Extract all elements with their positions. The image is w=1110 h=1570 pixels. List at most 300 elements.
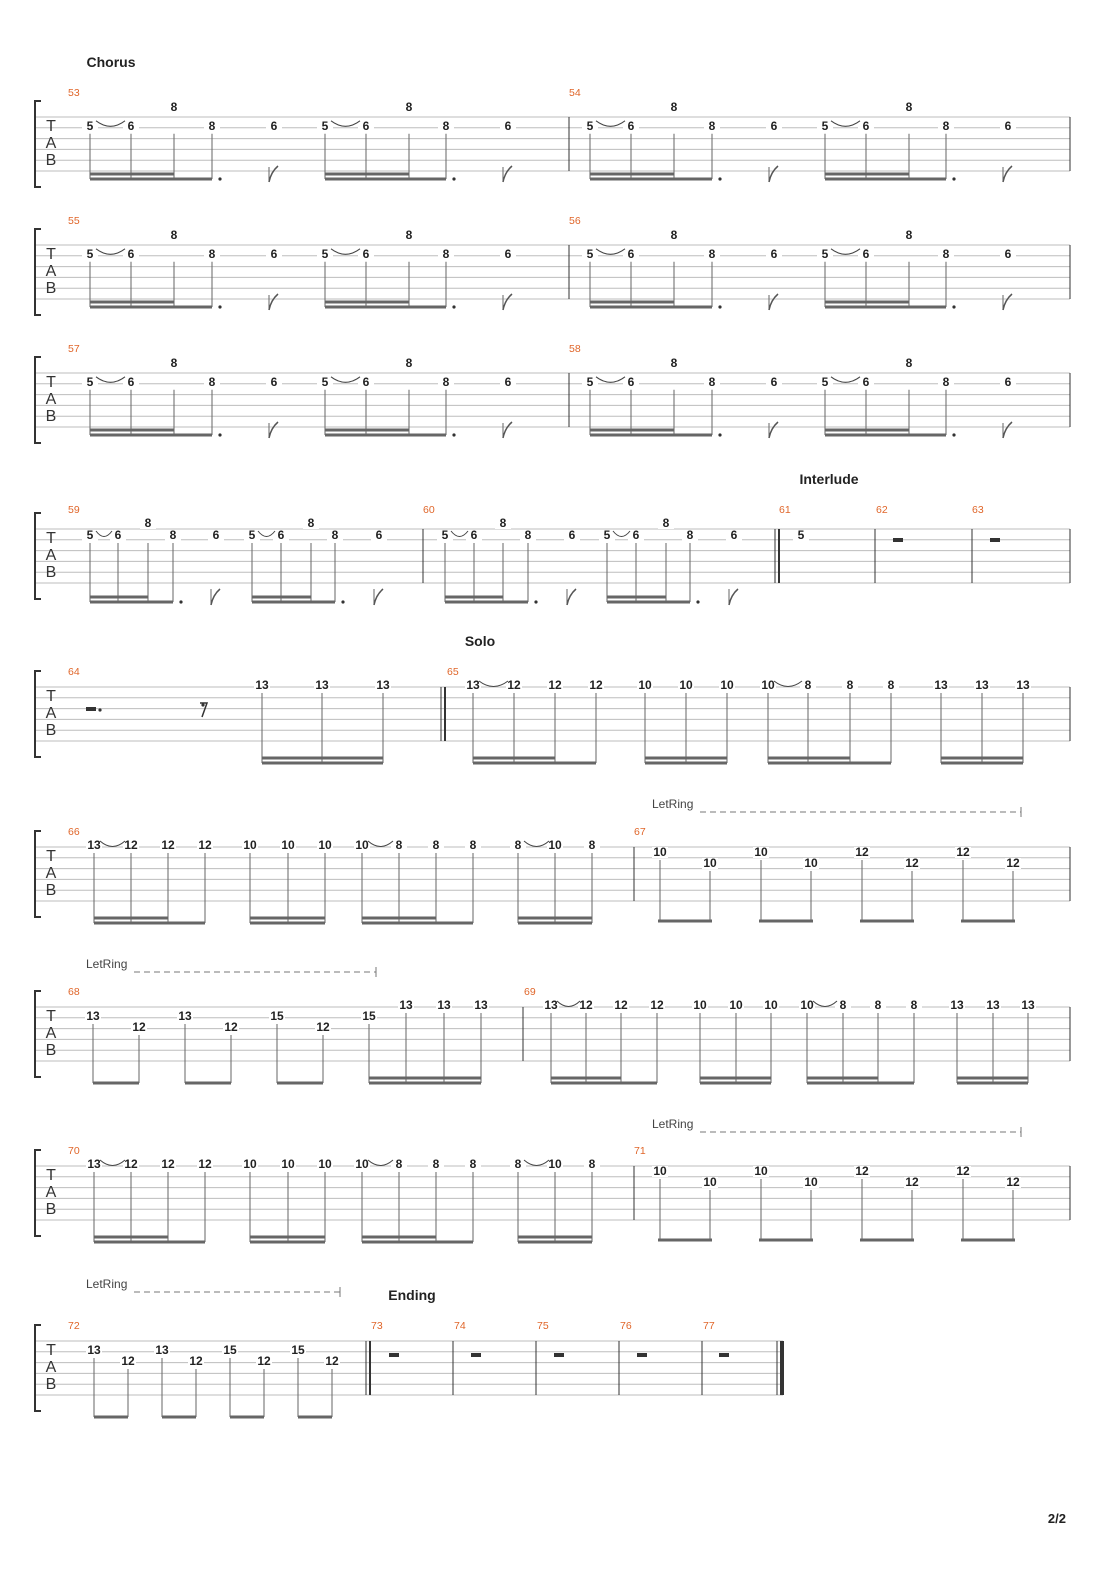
fret-number: 8	[395, 1157, 403, 1171]
fret-number: 10	[693, 998, 707, 1012]
fret-number: 13	[474, 998, 488, 1012]
tab-label-b: B	[45, 152, 57, 169]
fret-number: 6	[504, 246, 512, 261]
fret-number: 6	[862, 374, 870, 389]
slur	[831, 249, 860, 254]
tab-label-b: B	[45, 280, 57, 297]
fret-number: 13	[399, 998, 413, 1012]
fret-number: 12	[316, 1020, 330, 1034]
tab-label-t: T	[46, 848, 56, 865]
tab-label-b: B	[45, 882, 57, 899]
fret-number: 8	[469, 838, 477, 852]
tab-label-a: A	[45, 263, 57, 280]
fret-number: 12	[198, 1157, 212, 1171]
tab-label-a: A	[45, 135, 57, 152]
slur	[258, 531, 275, 537]
note-flag	[1003, 422, 1012, 438]
fret-number: 13	[178, 1009, 192, 1023]
fret-number: 8	[208, 246, 216, 261]
fret-number: 6	[568, 528, 576, 542]
augmentation-dot	[452, 177, 455, 180]
slur	[96, 121, 125, 127]
fret-number: 8	[170, 228, 178, 242]
slur	[479, 681, 508, 687]
fret-number: 10	[679, 678, 693, 692]
tab-system	[35, 957, 1070, 1083]
tab-label-a: A	[45, 865, 57, 882]
fret-number: 8	[670, 100, 678, 114]
tab-label-a: A	[45, 391, 57, 408]
fret-number: 8	[942, 374, 950, 389]
let-ring-label: LetRing	[86, 1277, 128, 1291]
note-flag	[211, 589, 220, 605]
fret-number: 6	[270, 246, 278, 261]
fret-number: 6	[627, 118, 635, 133]
system-bracket	[35, 1325, 41, 1411]
augmentation-dot	[201, 703, 204, 706]
fret-number: 8	[588, 1157, 596, 1171]
fret-number: 8	[469, 1157, 477, 1171]
fret-number: 12	[1006, 856, 1020, 870]
augmentation-dot	[952, 305, 955, 308]
fret-number: 13	[1016, 678, 1030, 692]
augmentation-dot	[452, 433, 455, 436]
fret-number: 6	[375, 528, 383, 542]
fret-number: 5	[797, 528, 805, 542]
fret-number: 12	[905, 1175, 919, 1189]
fret-number: 8	[804, 678, 812, 692]
augmentation-dot	[218, 177, 221, 180]
note-flag	[374, 589, 383, 605]
measure-number: 69	[524, 986, 536, 998]
slur	[596, 121, 625, 127]
fret-number: 10	[638, 678, 652, 692]
tab-label-a: A	[45, 705, 57, 722]
fret-number: 10	[804, 1175, 818, 1189]
fret-number: 6	[770, 118, 778, 133]
slur	[331, 377, 360, 383]
fret-number: 12	[956, 1164, 970, 1178]
fret-number: 6	[362, 374, 370, 389]
slur	[331, 249, 360, 254]
fret-number: 6	[470, 528, 478, 542]
note-flag	[1003, 166, 1012, 182]
fret-number: 8	[499, 516, 507, 530]
fret-number: 8	[839, 998, 847, 1012]
measure-number: 59	[68, 504, 80, 516]
fret-number: 10	[729, 998, 743, 1012]
fret-number: 13	[87, 838, 101, 852]
fret-number: 10	[720, 678, 734, 692]
fret-number: 6	[127, 246, 135, 261]
fret-number: 5	[821, 118, 829, 133]
fret-number: 8	[874, 998, 882, 1012]
augmentation-dot	[341, 600, 344, 603]
measure-number: 54	[569, 87, 581, 99]
slur	[368, 1160, 393, 1166]
fret-number: 5	[586, 374, 594, 389]
augmentation-dot	[179, 600, 182, 603]
fret-number: 12	[161, 1157, 175, 1171]
measure-number: 58	[569, 343, 581, 355]
fret-number: 6	[504, 118, 512, 133]
fret-number: 15	[291, 1343, 305, 1357]
fret-number: 8	[905, 228, 913, 242]
fret-number: 6	[1004, 118, 1012, 133]
measure-number: 66	[68, 826, 80, 838]
fret-number: 12	[614, 998, 628, 1012]
fret-number: 13	[934, 678, 948, 692]
fret-number: 8	[686, 528, 694, 542]
fret-number: 8	[331, 528, 339, 542]
slur	[96, 377, 125, 383]
fret-number: 10	[281, 838, 295, 852]
tab-system	[35, 504, 1070, 605]
fret-number: 6	[862, 246, 870, 261]
augmentation-dot	[952, 433, 955, 436]
augmentation-dot	[718, 177, 721, 180]
fret-number: 12	[855, 1164, 869, 1178]
system-bracket	[35, 513, 41, 599]
fret-number: 12	[325, 1354, 339, 1368]
slur	[96, 249, 125, 254]
measure-number: 55	[68, 215, 80, 227]
fret-number: 13	[466, 678, 480, 692]
fret-number: 13	[544, 998, 558, 1012]
measure-number: 77	[703, 1320, 715, 1332]
fret-number: 8	[442, 118, 450, 133]
fret-number: 12	[257, 1354, 271, 1368]
fret-number: 8	[887, 678, 895, 692]
fret-number: 12	[855, 845, 869, 859]
measure-number: 76	[620, 1320, 632, 1332]
system-bracket	[35, 357, 41, 443]
tab-label-b: B	[45, 1376, 57, 1393]
note-flag	[769, 422, 778, 438]
fret-number: 10	[318, 1157, 332, 1171]
measure-number: 67	[634, 826, 646, 838]
slur	[451, 531, 468, 537]
tab-system	[35, 215, 1070, 315]
fret-number: 10	[653, 1164, 667, 1178]
fret-number: 8	[905, 356, 913, 370]
augmentation-dot	[696, 600, 699, 603]
fret-number: 10	[764, 998, 778, 1012]
fret-number: 8	[307, 516, 315, 530]
tab-system	[35, 87, 1070, 187]
fret-number: 6	[730, 528, 738, 542]
fret-number: 5	[441, 528, 449, 542]
fret-number: 8	[405, 356, 413, 370]
measure-number: 71	[634, 1145, 646, 1157]
fret-number: 13	[986, 998, 1000, 1012]
fret-number: 13	[87, 1343, 101, 1357]
fret-number: 5	[321, 118, 329, 133]
fret-number: 8	[588, 838, 596, 852]
fret-number: 13	[1021, 998, 1035, 1012]
fret-number: 12	[1006, 1175, 1020, 1189]
tab-label-b: B	[45, 564, 57, 581]
half-rest	[471, 1353, 481, 1357]
system-bracket	[35, 1150, 41, 1236]
measure-number: 70	[68, 1145, 80, 1157]
fret-number: 15	[270, 1009, 284, 1023]
augmentation-dot	[218, 305, 221, 308]
fret-number: 12	[189, 1354, 203, 1368]
fret-number: 5	[586, 246, 594, 261]
fret-number: 6	[127, 374, 135, 389]
augmentation-dot	[952, 177, 955, 180]
fret-number: 12	[956, 845, 970, 859]
section-label: Solo	[464, 633, 496, 649]
tab-label-b: B	[45, 408, 57, 425]
fret-number: 8	[208, 374, 216, 389]
note-flag	[503, 422, 512, 438]
fret-number: 6	[212, 528, 220, 542]
fret-number: 13	[255, 678, 269, 692]
fret-number: 8	[670, 356, 678, 370]
fret-number: 5	[821, 246, 829, 261]
augmentation-dot	[534, 600, 537, 603]
fret-number: 6	[627, 246, 635, 261]
slur	[524, 1160, 549, 1166]
measure-number: 53	[68, 87, 80, 99]
fret-number: 13	[950, 998, 964, 1012]
fret-number: 8	[708, 246, 716, 261]
measure-number: 56	[569, 215, 581, 227]
augmentation-dot	[218, 433, 221, 436]
fret-number: 12	[589, 678, 603, 692]
fret-number: 12	[905, 856, 919, 870]
slur	[100, 841, 125, 847]
tab-label-t: T	[46, 1167, 56, 1184]
fret-number: 5	[86, 528, 94, 542]
fret-number: 12	[650, 998, 664, 1012]
fret-number: 8	[662, 516, 670, 530]
slur	[557, 1001, 580, 1007]
note-flag	[769, 294, 778, 310]
fret-number: 12	[161, 838, 175, 852]
fret-number: 6	[270, 118, 278, 133]
fret-number: 10	[281, 1157, 295, 1171]
fret-number: 12	[507, 678, 521, 692]
fret-number: 15	[362, 1009, 376, 1023]
measure-number: 62	[876, 504, 888, 516]
fret-number: 13	[155, 1343, 169, 1357]
fret-number: 13	[376, 678, 390, 692]
fret-number: 5	[86, 118, 94, 133]
slur	[596, 249, 625, 254]
fret-number: 8	[442, 374, 450, 389]
fret-number: 8	[708, 374, 716, 389]
fret-number: 8	[670, 228, 678, 242]
note-flag	[269, 422, 278, 438]
fret-number: 6	[770, 246, 778, 261]
slur	[368, 841, 393, 847]
measure-number: 75	[537, 1320, 549, 1332]
fret-number: 8	[208, 118, 216, 133]
note-flag	[729, 589, 738, 605]
fret-number: 15	[223, 1343, 237, 1357]
fret-number: 13	[87, 1157, 101, 1171]
fret-number: 13	[315, 678, 329, 692]
fret-number: 10	[703, 856, 717, 870]
fret-number: 5	[586, 118, 594, 133]
let-ring-label: LetRing	[652, 797, 694, 811]
measure-number: 74	[454, 1320, 466, 1332]
fret-number: 12	[224, 1020, 238, 1034]
fret-number: 8	[144, 516, 152, 530]
fret-number: 13	[975, 678, 989, 692]
half-rest	[719, 1353, 729, 1357]
fret-number: 8	[432, 1157, 440, 1171]
slur	[100, 1160, 125, 1166]
section-label: Ending	[388, 1287, 436, 1303]
tab-label-b: B	[45, 1042, 57, 1059]
tab-system	[35, 343, 1070, 443]
half-rest	[893, 538, 903, 542]
tab-label-a: A	[45, 1025, 57, 1042]
fret-number: 5	[603, 528, 611, 542]
fret-number: 10	[761, 678, 775, 692]
fret-number: 10	[754, 845, 768, 859]
half-rest	[637, 1353, 647, 1357]
fret-number: 5	[86, 246, 94, 261]
measure-number: 64	[68, 666, 80, 678]
fret-number: 10	[548, 1157, 562, 1171]
fret-number: 8	[169, 528, 177, 542]
fret-number: 12	[132, 1020, 146, 1034]
fret-number: 8	[395, 838, 403, 852]
fret-number: 8	[432, 838, 440, 852]
fret-number: 5	[248, 528, 256, 542]
fret-number: 10	[804, 856, 818, 870]
fret-number: 6	[1004, 246, 1012, 261]
section-label: Chorus	[86, 54, 136, 70]
fret-number: 8	[910, 998, 918, 1012]
note-flag	[503, 166, 512, 182]
tab-label-t: T	[46, 246, 56, 263]
slur	[774, 681, 802, 687]
slur	[613, 531, 630, 537]
tab-label-t: T	[46, 1342, 56, 1359]
fret-number: 8	[514, 838, 522, 852]
fret-number: 12	[124, 1157, 138, 1171]
measure-number: 63	[972, 504, 984, 516]
fret-number: 12	[124, 838, 138, 852]
fret-number: 10	[243, 838, 257, 852]
half-rest	[86, 707, 96, 711]
note-flag	[769, 166, 778, 182]
augmentation-dot	[452, 305, 455, 308]
fret-number: 10	[703, 1175, 717, 1189]
tab-label-a: A	[45, 547, 57, 564]
fret-number: 10	[800, 998, 814, 1012]
fret-number: 10	[243, 1157, 257, 1171]
fret-number: 5	[821, 374, 829, 389]
fret-number: 10	[355, 1157, 369, 1171]
fret-number: 13	[86, 1009, 100, 1023]
fret-number: 6	[1004, 374, 1012, 389]
slur	[596, 377, 625, 383]
fret-number: 6	[270, 374, 278, 389]
fret-number: 6	[277, 528, 285, 542]
slur	[831, 121, 860, 127]
fret-number: 5	[321, 246, 329, 261]
slur	[96, 531, 112, 537]
note-flag	[503, 294, 512, 310]
half-rest	[389, 1353, 399, 1357]
note-flag	[269, 294, 278, 310]
measure-number: 68	[68, 986, 80, 998]
fret-number: 8	[405, 100, 413, 114]
fret-number: 8	[170, 356, 178, 370]
note-flag	[567, 589, 576, 605]
fret-number: 6	[362, 118, 370, 133]
tab-label-t: T	[46, 688, 56, 705]
tab-label-a: A	[45, 1184, 57, 1201]
fret-number: 5	[321, 374, 329, 389]
fret-number: 8	[708, 118, 716, 133]
page-number: 2/2	[1047, 1511, 1066, 1526]
augmentation-dot	[718, 305, 721, 308]
let-ring-label: LetRing	[86, 957, 128, 971]
fret-number: 8	[942, 246, 950, 261]
half-rest	[990, 538, 1000, 542]
system-bracket	[35, 101, 41, 187]
measure-number: 60	[423, 504, 435, 516]
tab-label-t: T	[46, 530, 56, 547]
fret-number: 6	[114, 528, 122, 542]
system-bracket	[35, 991, 41, 1077]
fret-number: 8	[442, 246, 450, 261]
fret-number: 13	[437, 998, 451, 1012]
system-bracket	[35, 831, 41, 917]
note-flag	[1003, 294, 1012, 310]
measure-number: 72	[68, 1320, 80, 1332]
slur	[331, 121, 360, 127]
tab-system	[35, 797, 1070, 923]
measure-number: 61	[779, 504, 791, 516]
tab-system	[35, 666, 1070, 763]
fret-number: 6	[362, 246, 370, 261]
fret-number: 10	[754, 1164, 768, 1178]
fret-number: 10	[653, 845, 667, 859]
fret-number: 8	[942, 118, 950, 133]
fret-number: 6	[632, 528, 640, 542]
fret-number: 8	[524, 528, 532, 542]
fret-number: 6	[504, 374, 512, 389]
measure-number: 57	[68, 343, 80, 355]
let-ring-label: LetRing	[652, 1117, 694, 1131]
note-flag	[269, 166, 278, 182]
tab-label-b: B	[45, 1201, 57, 1218]
augmentation-dot	[718, 433, 721, 436]
fret-number: 12	[198, 838, 212, 852]
fret-number: 8	[905, 100, 913, 114]
section-label: Interlude	[799, 471, 859, 487]
fret-number: 8	[514, 1157, 522, 1171]
measure-number: 73	[371, 1320, 383, 1332]
fret-number: 10	[355, 838, 369, 852]
augmentation-dot	[98, 708, 101, 711]
fret-number: 5	[86, 374, 94, 389]
tab-label-t: T	[46, 1008, 56, 1025]
fret-number: 6	[770, 374, 778, 389]
fret-number: 8	[170, 100, 178, 114]
fret-number: 12	[548, 678, 562, 692]
system-bracket	[35, 229, 41, 315]
